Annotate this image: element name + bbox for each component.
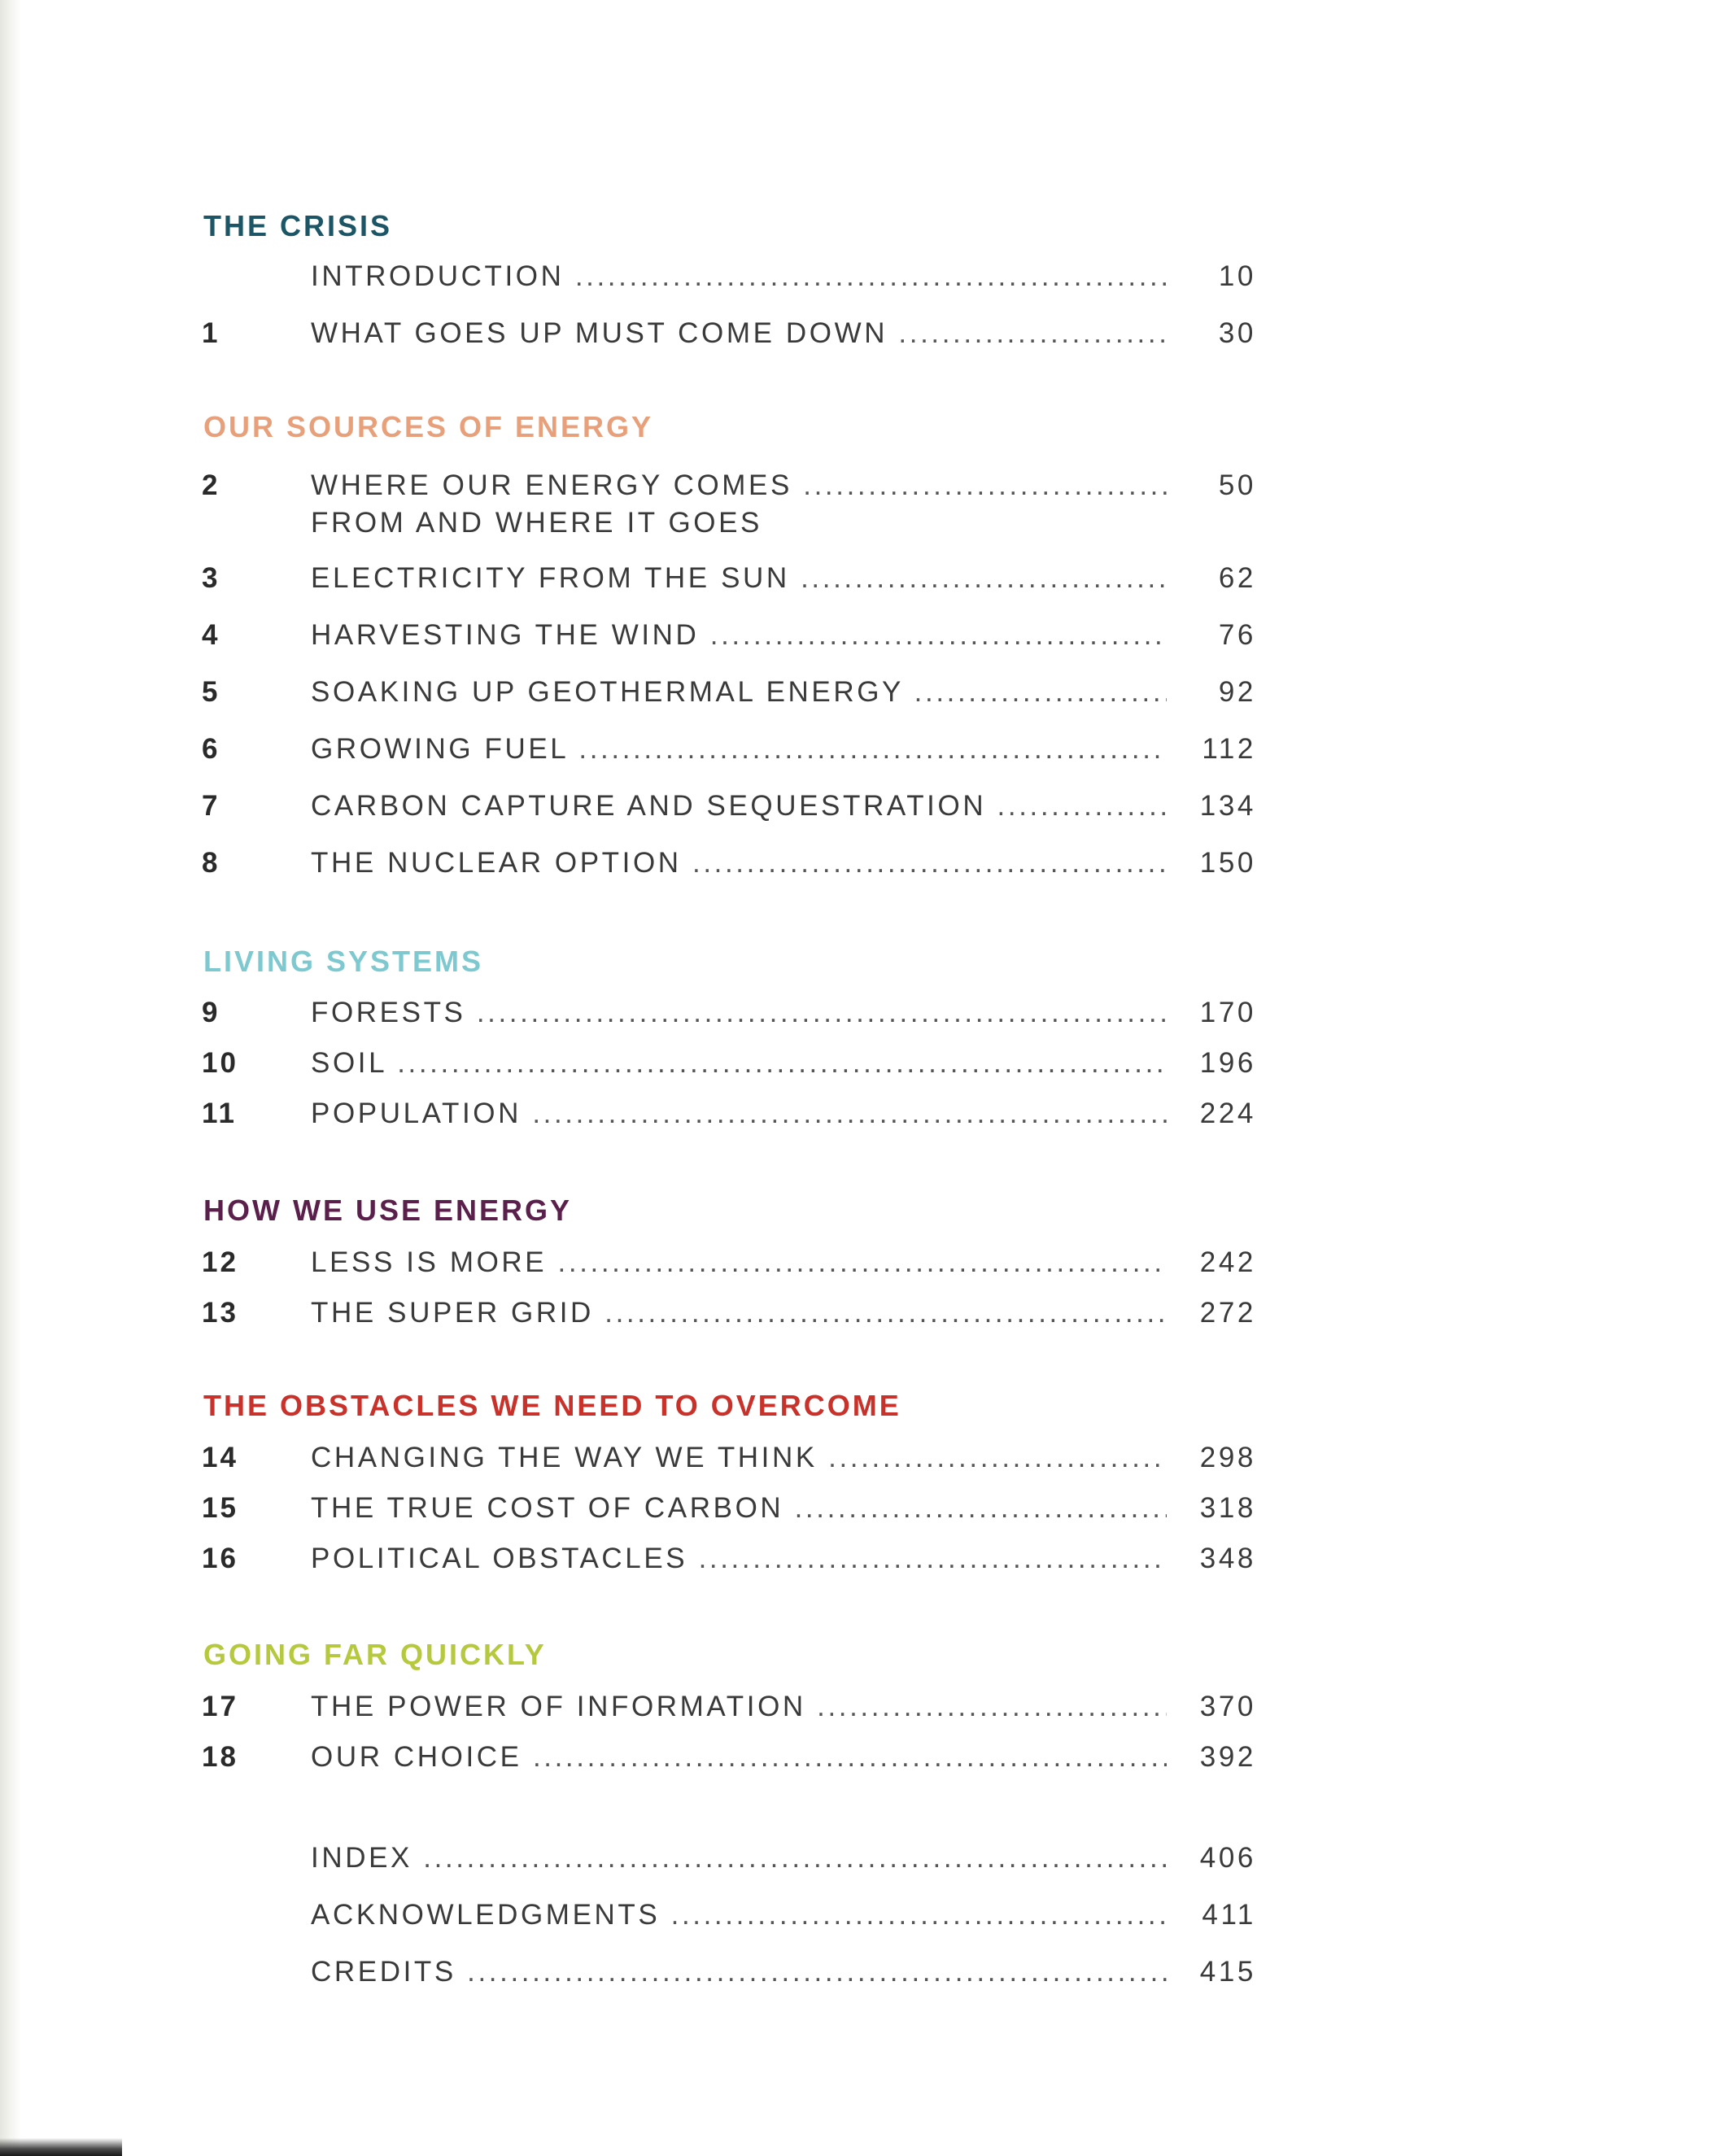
entry-title: WHERE OUR ENERGY COMES .....: [311, 465, 1167, 506]
toc-entry-chapter-16[interactable]: [202, 1538, 1256, 1579]
page-number: 134: [1199, 790, 1256, 822]
page-number: 348: [1199, 1543, 1256, 1574]
chapter-number: 14: [202, 1442, 238, 1473]
entry-title: POLITICAL OBSTACLES .....: [311, 1538, 1167, 1579]
toc-entry-chapter-11[interactable]: [202, 1093, 1256, 1134]
page-number: 170: [1199, 997, 1256, 1028]
page-number: 92: [1218, 676, 1256, 708]
toc-entry-chapter-17[interactable]: [202, 1687, 1256, 1727]
page-number: 318: [1199, 1492, 1256, 1524]
page-number: 30: [1218, 317, 1256, 349]
entry-title-line-2: FROM AND WHERE IT GOES: [311, 507, 762, 539]
chapter-number: 16: [202, 1543, 238, 1574]
chapter-number: 6: [202, 733, 220, 765]
chapter-number: 4: [202, 619, 220, 651]
toc-entry-chapter-1[interactable]: [202, 313, 1256, 354]
chapter-number: 5: [202, 676, 220, 708]
entry-title: OUR CHOICE .....: [311, 1737, 1167, 1778]
page-left-edge: [0, 0, 21, 2156]
section-heading-use-energy: HOW WE USE ENERGY: [203, 1194, 573, 1227]
chapter-number: 17: [202, 1691, 238, 1722]
page-number: 415: [1199, 1956, 1256, 1988]
chapter-number: 11: [202, 1098, 237, 1129]
page-number: 112: [1202, 733, 1256, 765]
entry-title: THE SUPER GRID .....: [311, 1293, 1167, 1333]
page-number: 272: [1199, 1297, 1256, 1329]
entry-title: HARVESTING THE WIND .....: [311, 615, 1167, 656]
toc-entry-chapter-5[interactable]: [202, 672, 1256, 713]
entry-title: SOIL .....: [311, 1043, 1167, 1084]
entry-title: ACKNOWLEDGMENTS .....: [311, 1895, 1167, 1936]
entry-title: SOAKING UP GEOTHERMAL ENERGY .....: [311, 672, 1167, 713]
section-heading-going-far: GOING FAR QUICKLY: [203, 1638, 547, 1671]
section-heading-crisis: THE CRISIS: [203, 209, 393, 242]
entry-title: CARBON CAPTURE AND SEQUESTRATION .....: [311, 786, 1167, 827]
toc-entry-chapter-13[interactable]: [202, 1293, 1256, 1333]
toc-entry-chapter-3[interactable]: [202, 558, 1256, 599]
chapter-number: 12: [202, 1246, 238, 1278]
chapter-number: 10: [202, 1047, 238, 1079]
chapter-number: 1: [202, 317, 220, 349]
entry-title: GROWING FUEL .....: [311, 729, 1167, 770]
page-number: 62: [1218, 562, 1256, 594]
chapter-number: 13: [202, 1297, 238, 1329]
toc-entry-chapter-14[interactable]: [202, 1438, 1256, 1478]
entry-title: CREDITS .....: [311, 1952, 1167, 1992]
toc-entry-chapter-8[interactable]: [202, 843, 1256, 884]
toc-entry-introduction[interactable]: [202, 256, 1256, 297]
chapter-number: 2: [202, 469, 220, 501]
entry-title: INDEX .....: [311, 1838, 1167, 1879]
toc-entry-chapter-18[interactable]: [202, 1737, 1256, 1778]
chapter-number: 7: [202, 790, 220, 822]
entry-title: WHAT GOES UP MUST COME DOWN .....: [311, 313, 1167, 354]
page-number: 370: [1199, 1691, 1256, 1722]
toc-entry-chapter-2[interactable]: [202, 465, 1256, 543]
chapter-number: 18: [202, 1741, 238, 1773]
chapter-number: 9: [202, 997, 220, 1028]
page-number: 50: [1218, 469, 1256, 501]
entry-title: THE TRUE COST OF CARBON .....: [311, 1488, 1167, 1529]
page-number: 76: [1218, 619, 1256, 651]
page-number: 224: [1199, 1098, 1256, 1129]
page-number: 150: [1199, 847, 1256, 879]
page-number: 10: [1218, 260, 1256, 292]
toc-entry-chapter-6[interactable]: [202, 729, 1256, 770]
toc-entry-chapter-7[interactable]: [202, 786, 1256, 827]
toc-entry-chapter-9[interactable]: [202, 993, 1256, 1033]
section-heading-living-systems: LIVING SYSTEMS: [203, 945, 484, 978]
toc-entry-chapter-15[interactable]: [202, 1488, 1256, 1529]
toc-entry-chapter-12[interactable]: [202, 1242, 1256, 1283]
toc-entry-index[interactable]: [202, 1838, 1256, 1879]
page-number: 406: [1199, 1842, 1256, 1874]
entry-title: INTRODUCTION .....: [311, 256, 1167, 297]
page-number: 242: [1199, 1246, 1256, 1278]
page-number: 411: [1202, 1899, 1256, 1931]
entry-title: LESS IS MORE .....: [311, 1242, 1167, 1283]
entry-title: THE POWER OF INFORMATION .....: [311, 1687, 1167, 1727]
section-heading-energy-sources: OUR SOURCES OF ENERGY: [203, 410, 654, 443]
page-number: 196: [1199, 1047, 1256, 1079]
entry-title: FORESTS .....: [311, 993, 1167, 1033]
page-number: 392: [1199, 1741, 1256, 1773]
chapter-number: 3: [202, 562, 220, 594]
toc-entry-chapter-10[interactable]: [202, 1043, 1256, 1084]
toc-entry-credits[interactable]: [202, 1952, 1256, 1992]
chapter-number: 15: [202, 1492, 238, 1524]
section-heading-obstacles: THE OBSTACLES WE NEED TO OVERCOME: [203, 1389, 901, 1422]
entry-title: THE NUCLEAR OPTION .....: [311, 843, 1167, 884]
page-number: 298: [1199, 1442, 1256, 1473]
entry-title: CHANGING THE WAY WE THINK .....: [311, 1438, 1167, 1478]
page-bottom-edge: [0, 2138, 122, 2156]
entry-title: ELECTRICITY FROM THE SUN .....: [311, 558, 1167, 599]
entry-title: POPULATION .....: [311, 1093, 1167, 1134]
toc-entry-acknowledgments[interactable]: [202, 1895, 1256, 1936]
toc-entry-chapter-4[interactable]: [202, 615, 1256, 656]
chapter-number: 8: [202, 847, 220, 879]
